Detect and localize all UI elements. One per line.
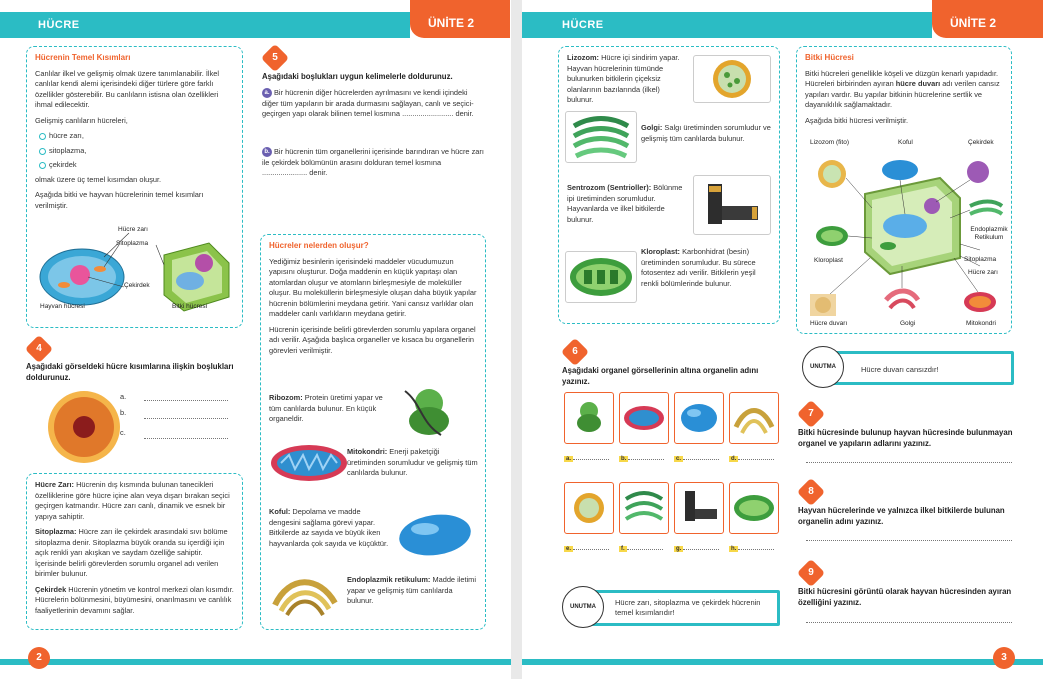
- q6-tile-e: [564, 482, 614, 534]
- organeller-title: Hücreler nelerden oluşur?: [269, 241, 369, 250]
- q4-answer-a[interactable]: [144, 400, 228, 401]
- q6-label: d.: [731, 456, 737, 462]
- golgi-image: [565, 111, 637, 163]
- q5-b: [262, 147, 484, 179]
- ribozom-text: Protein üretimi yapar ve tüm canlılarda bulunur. En küçük organeldir.: [269, 393, 383, 423]
- def-zar-title: Hücre Zarı:: [35, 480, 75, 489]
- q4-answer-b[interactable]: [144, 418, 228, 419]
- question-number: 6: [572, 346, 578, 357]
- bitki-title: Bitki Hücresi: [805, 53, 854, 62]
- label-hayvan-hucresi: Hayvan hücresi: [40, 303, 85, 310]
- label-hucre-zari: Hücre zarı: [118, 226, 148, 233]
- unutma-text: Hücre duvarı cansızdır!: [861, 365, 939, 374]
- def-sito-text: Hücre zarı ile çekirdek arasındaki sıvı bölüme sitoplazma denir. Sitoplazma büyük oranda su içerdiği için açık renkli yarı akışkan ve saydam özelliğe sahiptir. İçerisinde belirli görevlerden sorumlu organel adı verilen birimler bulunur.: [35, 527, 228, 578]
- ribozom-desc: [269, 393, 391, 425]
- unutma-box-1: [828, 351, 1014, 385]
- q6-tile-d: [729, 392, 779, 444]
- q6-answer-b[interactable]: [619, 455, 664, 462]
- q6-tile-c: [674, 392, 724, 444]
- lizozom-desc: [567, 53, 687, 106]
- label-sitoplazma: Sitoplazma: [964, 256, 997, 263]
- def-zar: [35, 480, 234, 522]
- label-hucre-zari: Hücre zarı: [968, 269, 998, 276]
- q6-label: h.: [731, 546, 737, 552]
- temel-p4: Aşağıda bitki ve hayvan hücrelerinin temel kısımları verilmiştir.: [35, 190, 204, 210]
- label-cekirdek: Çekirdek: [968, 139, 994, 146]
- lizozom-image: [693, 55, 771, 103]
- q6-answer-f[interactable]: [619, 545, 663, 552]
- label-koful: Koful: [898, 139, 913, 146]
- unutma-badge: UNUTMA: [562, 586, 604, 628]
- question-number: 8: [808, 486, 814, 497]
- sentrozom-desc: [567, 183, 685, 225]
- label-cekirdek: Çekirdek: [124, 282, 150, 289]
- question-4-badge: [25, 335, 53, 363]
- lizozom-icon: [565, 483, 613, 533]
- header-title: HÜCRE: [38, 19, 80, 31]
- ribozom-icon: [401, 383, 457, 439]
- q6-tile-g: [674, 482, 724, 534]
- mitokondri-icon: [620, 393, 668, 443]
- question-7-text: Bitki hücresinde bulunup hayvan hücresinde bulunmayan organel ve yapıların adlarını yazınız.: [798, 428, 1013, 448]
- q5-b-label: b.: [262, 147, 272, 157]
- list-item: hücre zarı,: [49, 131, 234, 142]
- q6-tile-h: [729, 482, 779, 534]
- label-kloroplast: Kloroplast: [814, 257, 843, 264]
- q5-a: [262, 88, 484, 120]
- label-endoplazmik-retikulum: Endoplazmik Retikulum: [970, 226, 1008, 241]
- label-golgi: Golgi: [900, 320, 916, 327]
- right-page: [522, 0, 1043, 679]
- question-8-badge: [797, 478, 825, 506]
- q6-label: e.: [566, 546, 572, 552]
- unit-label: ÜNİTE 2: [428, 16, 475, 30]
- lizozom-text: Hücre içi sindirim yapar. Hayvan hücrelerinin tümünde bulunurken bitkilerin çiçeksiz olanlarının bazılarında (ilkel) bulunur.: [567, 53, 680, 104]
- page-header: [522, 0, 1043, 38]
- golgi-icon: [620, 483, 668, 533]
- label-sitoplazma: Sitoplazma: [116, 240, 149, 247]
- koful-title: Koful:: [269, 507, 291, 516]
- bitki-p2: Aşağıda bitki hücresi verilmiştir.: [805, 115, 909, 125]
- endoplazmik-retikulum-icon: [730, 393, 778, 443]
- kloroplast-icon: [730, 483, 778, 533]
- endoplazmik-retikulum-icon: [269, 565, 341, 617]
- question-number: 4: [36, 343, 42, 354]
- q8-answer-line[interactable]: [806, 540, 1012, 541]
- footer-bar: [522, 659, 1043, 665]
- question-9-badge: [797, 559, 825, 587]
- ribozom-icon: [565, 393, 613, 443]
- golgi-desc: [641, 123, 771, 144]
- sentrozom-icon: [694, 176, 770, 234]
- koful-icon: [675, 393, 723, 443]
- q4-answer-c[interactable]: [144, 438, 228, 439]
- cell-diagram-q4: [45, 388, 123, 466]
- header-title: HÜCRE: [562, 19, 604, 31]
- q6-answer-d[interactable]: [729, 455, 774, 462]
- q6-label: f.: [621, 546, 625, 552]
- q6-answer-e[interactable]: [564, 545, 609, 552]
- koful-text: Depolama ve madde dengesini sağlama görevi yapar. Bitkilerde az sayıda ve büyük iken hayvanlarda çok sayıda ve küçüktür.: [269, 507, 389, 548]
- q6-label: g.: [676, 546, 682, 552]
- sentrozom-icon: [675, 483, 723, 533]
- def-zar-text: Hücrenin dış kısmında bulunan tanecikleri özelliklerine göre hücre içine alan veya dışarı bırakan seçici geçirgen katmandır. Hücre zarı canlı, dinamik ve esnek bir yapıya sahiptir.: [35, 480, 230, 521]
- q6-label: c.: [676, 456, 682, 462]
- def-sito-title: Sitoplazma:: [35, 527, 77, 536]
- bitki-p1b: hücre duvarı: [895, 79, 941, 88]
- lizozom-icon: [694, 56, 770, 102]
- definitions-box: [26, 473, 243, 630]
- bitki-p1c: adı verilen cansız yapıları vardır. Bu yapılar bitkinin hücrelerine sertlik ve dayanıklılık sağlamaktadır.: [805, 79, 1000, 109]
- page-header: [0, 0, 511, 38]
- temel-p2: Gelişmiş canlıların hücreleri,: [35, 115, 128, 125]
- q6-answer-c[interactable]: [674, 455, 719, 462]
- mitokondri-title: Mitokondri:: [347, 447, 388, 456]
- er-title: Endoplazmik retikulum:: [347, 575, 431, 584]
- unit-tab: [932, 0, 1043, 38]
- question-5-text: Aşağıdaki boşlukları uygun kelimelerle doldurunuz.: [262, 72, 453, 81]
- q6-answer-a[interactable]: [564, 455, 609, 462]
- bitki-p1: [805, 69, 1003, 111]
- golgi-title: Golgi:: [641, 123, 663, 132]
- list-item: sitoplazma,: [49, 146, 234, 157]
- kloroplast-title: Kloroplast:: [641, 247, 681, 256]
- q6-tile-f: [619, 482, 669, 534]
- lizozom-title: Lizozom:: [567, 53, 600, 62]
- ribozom-title: Ribozom:: [269, 393, 303, 402]
- def-sito: [35, 527, 234, 580]
- q5-b-text[interactable]: Bir hücrenin tüm organellerini içerisinde barındıran ve hücre zarı ile çekirdek bölümünün arasını dolduran temel kısmına ...................... denir.: [262, 147, 484, 177]
- temel-p3: olmak üzere üç temel kısımdan oluşur.: [35, 174, 162, 184]
- koful-desc: [269, 507, 389, 549]
- unutma-badge: UNUTMA: [802, 346, 844, 388]
- q7-answer-line[interactable]: [806, 462, 1012, 463]
- left-page: [0, 0, 511, 679]
- er-text: Madde iletimi yapar ve gelişmiş tüm canlılarda bulunur.: [347, 575, 476, 605]
- footer-bar: [0, 659, 511, 665]
- golgi-icon: [566, 112, 636, 162]
- organeller-p1: Yediğimiz besinlerin içerisindeki maddeler vücudumuzun yapısını oluşturur. Doğa maddenin en küçük yapıtaşı olan atomlardan oluşur ve atomların birleşmesiyle de moleküller oluşur. Bu moleküllerin birleşmesiyle oluşan daha büyük yapılar hücrenin bölümlerini meydana getirir. Yani cansız varlıklar olan maddeler canlı varlıkların meydana getirir.: [269, 256, 477, 318]
- organeller-box: [260, 234, 486, 630]
- sentrozom-title: Sentrozom (Sentrioller):: [567, 183, 652, 192]
- kloroplast-text: Karbonhidrat (besin) üretiminden sorumludur. Bu sürece fotosentez adı verilir. Bitkilerin yeşil renkli bölümlerinde bulunur.: [641, 247, 756, 288]
- page-number: 3: [993, 647, 1015, 669]
- page-number: 2: [28, 647, 50, 669]
- mitokondri-icon: [269, 441, 349, 485]
- q6-answer-g[interactable]: [674, 545, 719, 552]
- def-cekirdek-title: Çekirdek: [35, 584, 67, 594]
- def-cekirdek: [35, 585, 234, 617]
- kloroplast-image: [565, 251, 637, 303]
- label-hucre-duvari: Hücre duvarı: [810, 320, 848, 327]
- question-number: 7: [808, 408, 814, 419]
- question-4-text: Aşağıdaki görseldeki hücre kısımlarına ilişkin boşlukları doldurunuz.: [26, 362, 234, 382]
- temel-title: Hücrenin Temel Kısımları: [35, 53, 131, 62]
- page-footer: [522, 649, 1043, 679]
- unutma-box-2: [586, 590, 780, 626]
- page-footer: [0, 649, 511, 679]
- list-item: çekirdek: [49, 160, 234, 171]
- question-6-badge: [561, 338, 589, 366]
- q6-label: a.: [566, 456, 572, 462]
- temel-p1: Canlılar ilkel ve gelişmiş olmak üzere tanımlanabilir. İlkel canlılar kendi alemi içerisindeki diğer türlere göre farklı özellikler gösterebilir. Bu canlıların istisna olan özellikleri ihmal edilecektir.: [35, 68, 220, 109]
- cells-illustration: [34, 225, 234, 315]
- def-cekirdek-text: Hücrenin yönetim ve kontrol merkezi olan kısımdır. Hücrelerin bölünmesini, büyümesini, onarılmasını ve canlılık faaliyetlerinin devamını sağlar.: [35, 584, 234, 615]
- question-9-text: Bitki hücresini görüntü olarak hayvan hücresinden ayıran özelliğini yazınız.: [798, 587, 1012, 607]
- golgi-text: Salgı üretiminden sorumludur ve gelişmiş tüm canlılarda bulunur.: [641, 123, 771, 143]
- kloroplast-icon: [566, 252, 636, 302]
- question-6-text: Aşağıdaki organel görsellerinin altına organelin adını yazınız.: [562, 366, 759, 386]
- question-5-badge: [261, 44, 289, 72]
- q6-answer-h[interactable]: [729, 545, 774, 552]
- q6-label: b.: [621, 456, 627, 462]
- q6-tile-a: [564, 392, 614, 444]
- temel-list: [35, 131, 234, 171]
- q9-answer-line[interactable]: [806, 622, 1012, 623]
- q5-a-text[interactable]: Bir hücrenin diğer hücrelerden ayrılmasını ve kendi içindeki diğer tüm yapıların bir arada durmasını sağlayan, canlı ve seçici-geçirgen yapı olarak bilinen temel kısmına ......................... denir.: [262, 88, 474, 118]
- label-bitki-hucresi: Bitki hücresi: [172, 303, 208, 310]
- koful-icon: [395, 511, 475, 559]
- unit-tab: [410, 0, 510, 38]
- organeller-2-box: [558, 46, 780, 324]
- question-8-text: Hayvan hücrelerinde ve yalnızca ilkel bitkilerde bulunan organelin adını yazınız.: [798, 506, 1005, 526]
- q4-label-c: c.: [120, 428, 126, 437]
- mitokondri-desc: [347, 447, 479, 479]
- organeller-p2: Hücrenin içerisinde belirli görevlerden sorumlu yapılara organel adı verilir. Aşağıda başlıca organeller ve kısaca bu organellerin görevleri verilmiştir.: [269, 324, 476, 355]
- label-mitokondri: Mitokondri: [966, 320, 996, 327]
- q6-tile-b: [619, 392, 669, 444]
- mitokondri-text: Enerji paketçiği üretiminden sorumludur ve gelişmiş tüm canlılarda bulunur.: [347, 447, 478, 477]
- q5-a-label: a.: [262, 88, 272, 98]
- kloroplast-desc: [641, 247, 773, 289]
- question-number: 9: [808, 567, 814, 578]
- q4-label-a: a.: [120, 392, 127, 401]
- label-lizozom: Lizozom (fito): [810, 139, 850, 146]
- sentrozom-image: [693, 175, 771, 235]
- bitki-p1a: Bitki hücreleri genellikle köşeli ve düzgün kenarlı yapıdadır. Hücreleri birbirinden ayıran: [805, 68, 999, 88]
- q4-label-b: b.: [120, 408, 127, 417]
- unit-label: ÜNİTE 2: [950, 16, 997, 30]
- question-7-badge: [797, 400, 825, 428]
- er-desc: [347, 575, 479, 607]
- unutma-text: Hücre zarı, sitoplazma ve çekirdek hücrenin temel kısımlarıdır!: [615, 598, 761, 617]
- sentrozom-text: Bölünme ipi üretiminden sorumludur. Hayvanlarda ve ilkel bitkilerde bulunur.: [567, 183, 683, 224]
- question-number: 5: [272, 52, 278, 63]
